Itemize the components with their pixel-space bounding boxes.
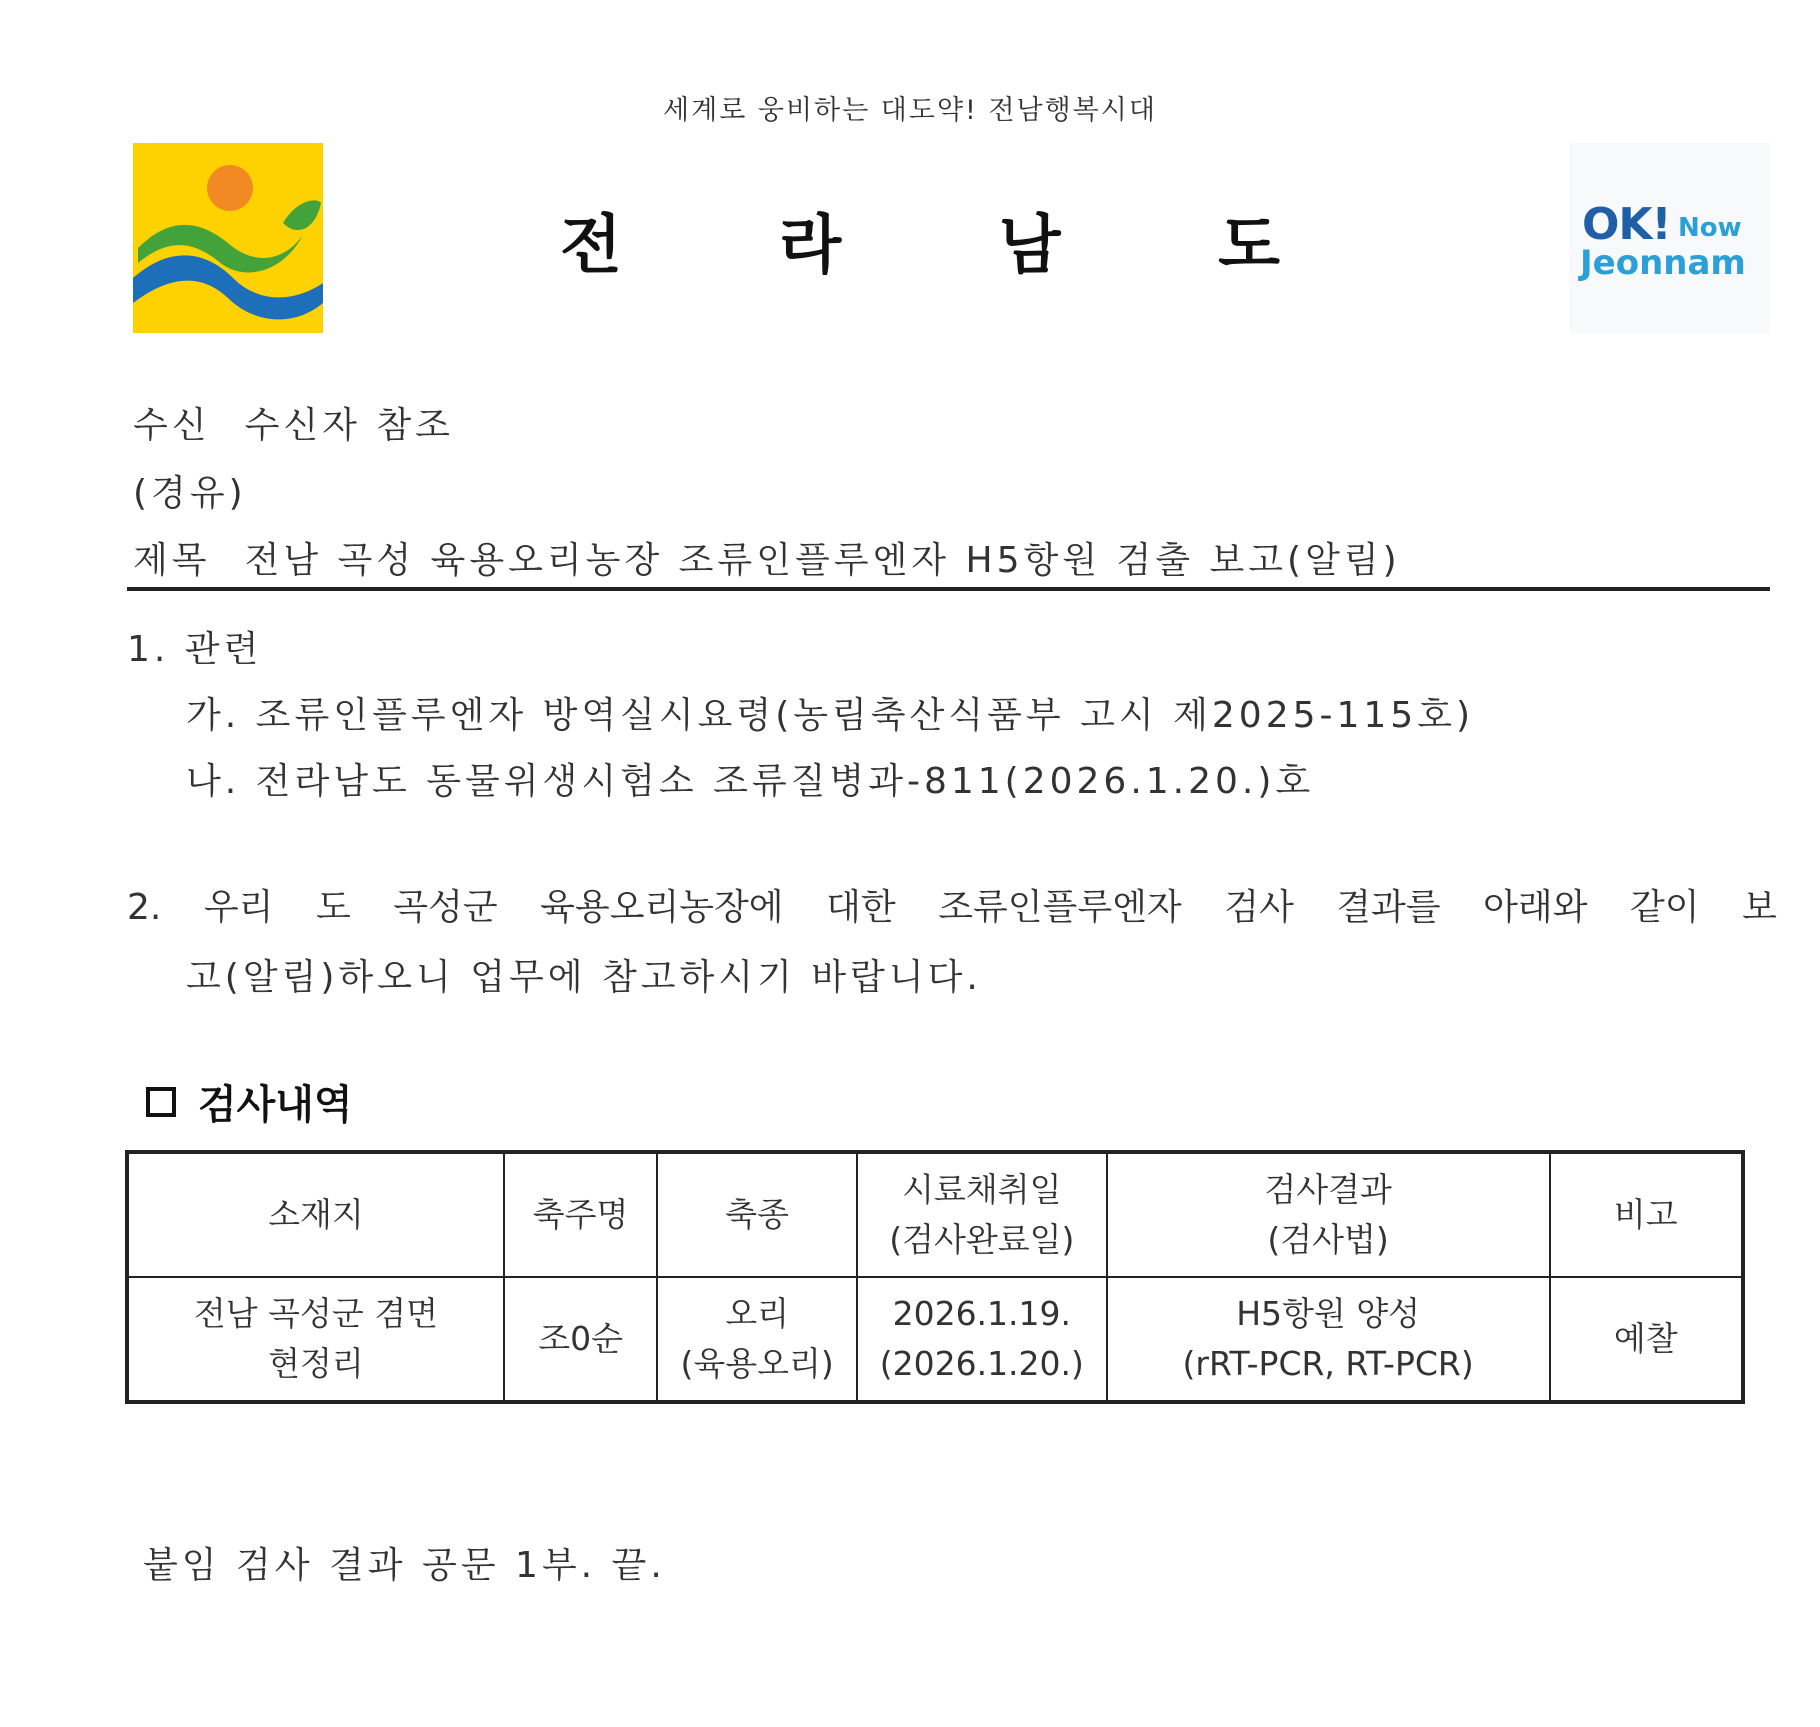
attachment-line: 붙임 검사 결과 공문 1부. 끝. [143,1545,666,1586]
section-title: 검사내역 [198,1082,353,1128]
recipient-line [133,397,454,448]
subject-value: 전남 곡성 육용오리농장 조류인플루엔자 H5항원 검출 보고(알림) [244,540,1401,581]
table-header-row [127,1152,1743,1277]
recipient-label: 수신 [133,405,211,446]
word: 같이 [1630,887,1700,928]
title-char: 전 [560,209,622,283]
word: 우리 [203,887,274,928]
word: 대한 [826,887,896,928]
cell-owner: 조0순 [504,1277,658,1402]
word: 결과를 [1336,887,1441,928]
word: 조류인플루엔자 [938,887,1182,928]
word: 2. [127,887,162,928]
related-item: 가. 조류인플루엔자 방역실시요령(농림축산식품부 고시 제2025-115호) [186,695,1475,736]
slogan: 세계로 웅비하는 대도약! 전남행복시대 [663,95,1157,126]
word: 도 [315,887,351,928]
section-heading [146,1073,353,1130]
header-species: 축종 [657,1152,856,1277]
related-item: 나. 전라남도 동물위생시험소 조류질병과-811(2026.1.20.)호 [186,761,1315,802]
table-row [127,1277,1743,1402]
title-char: 라 [779,209,842,283]
related-heading: 1. 관련 [127,629,263,670]
cell-sampling-date: 2026.1.19. (2026.1.20.) [857,1277,1107,1402]
word: 보 [1742,887,1777,928]
inspection-table [125,1150,1745,1404]
header-remarks: 비고 [1550,1152,1744,1277]
paragraph-2-second-line: 고(알림)하오니 업무에 참고하시기 바랍니다. [186,957,982,998]
logo-jeonnam-text: Jeonnam [1580,243,1746,283]
jeonnam-emblem-logo [133,143,323,333]
logo-ok-text: OK! [1582,199,1671,250]
cell-remarks: 예찰 [1550,1277,1744,1402]
ok-now-jeonnam-logo [1570,143,1770,333]
subject-label: 제목 [133,540,211,581]
via-line: (경유) [133,473,247,514]
title-char: 남 [998,209,1061,283]
header-owner: 축주명 [504,1152,658,1277]
paragraph-2-first-line [127,873,1777,943]
cell-species: 오리 (육용오리) [657,1277,856,1402]
word: 아래와 [1483,887,1588,928]
subject-line [133,532,1401,583]
word: 검사 [1224,887,1294,928]
header-sampling-date: 시료채취일 (검사완료일) [857,1152,1107,1277]
subject-divider [127,587,1770,591]
word: 육용오리농장에 [540,887,784,928]
header-location: 소재지 [127,1152,504,1277]
paragraph-2 [127,873,1777,1013]
document-title [560,195,1280,285]
checkbox-square-icon [146,1087,176,1117]
recipient-value: 수신자 참조 [244,405,454,446]
cell-location: 전남 곡성군 겸면 현정리 [127,1277,504,1402]
title-char: 도 [1218,209,1280,283]
header-result: 검사결과 (검사법) [1107,1152,1550,1277]
word: 곡성군 [393,887,498,928]
logo-now-text: Now [1678,213,1742,243]
cell-result: H5항원 양성 (rRT-PCR, RT-PCR) [1107,1277,1550,1402]
